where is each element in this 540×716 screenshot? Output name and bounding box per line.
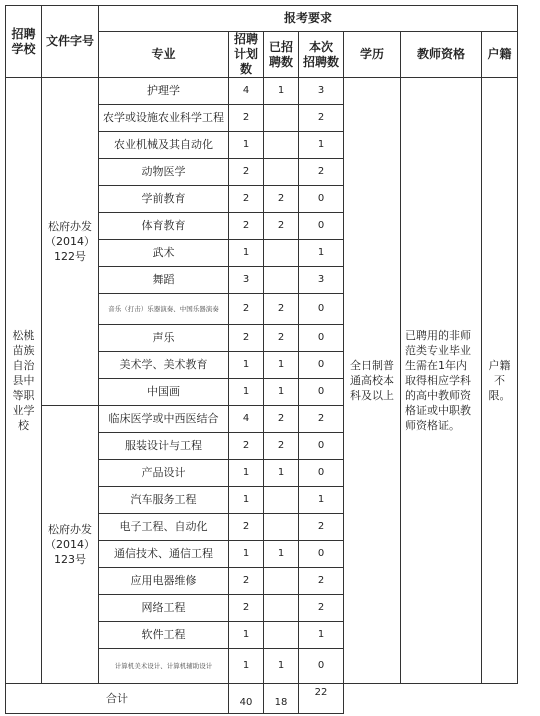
current-count: 0 bbox=[299, 433, 344, 460]
major-cell: 舞蹈 bbox=[99, 267, 229, 294]
hired-count: 2 bbox=[264, 186, 299, 213]
plan-count: 2 bbox=[229, 213, 264, 240]
header-requirements: 报考要求 bbox=[99, 6, 518, 32]
major-cell: 美术学、美术教育 bbox=[99, 352, 229, 379]
hired-count bbox=[264, 595, 299, 622]
major-cell: 应用电器维修 bbox=[99, 568, 229, 595]
hired-count: 2 bbox=[264, 433, 299, 460]
current-count: 3 bbox=[299, 78, 344, 105]
hired-count: 1 bbox=[264, 352, 299, 379]
major-cell: 软件工程 bbox=[99, 622, 229, 649]
hired-count: 2 bbox=[264, 294, 299, 325]
major-cell: 体育教育 bbox=[99, 213, 229, 240]
plan-count: 2 bbox=[229, 433, 264, 460]
plan-count: 1 bbox=[229, 379, 264, 406]
major-cell: 声乐 bbox=[99, 325, 229, 352]
teacher-qualification-requirement: 已聘用的非师范类专业毕业生需在1年内取得相应学科的高中教师资格证或中职教师资格证。 bbox=[401, 78, 482, 684]
hired-count bbox=[264, 622, 299, 649]
current-count: 2 bbox=[299, 514, 344, 541]
current-count: 1 bbox=[299, 487, 344, 514]
plan-count: 2 bbox=[229, 325, 264, 352]
major-cell: 动物医学 bbox=[99, 159, 229, 186]
hired-count bbox=[264, 487, 299, 514]
plan-count: 4 bbox=[229, 78, 264, 105]
plan-count: 2 bbox=[229, 294, 264, 325]
total-current: 22 bbox=[299, 684, 344, 714]
header-doc-no: 文件字号 bbox=[42, 6, 99, 78]
hired-count: 1 bbox=[264, 460, 299, 487]
major-cell: 学前教育 bbox=[99, 186, 229, 213]
blank-cell bbox=[482, 684, 518, 714]
hired-count bbox=[264, 132, 299, 159]
plan-count: 2 bbox=[229, 595, 264, 622]
hired-count bbox=[264, 105, 299, 132]
hired-count: 2 bbox=[264, 406, 299, 433]
hired-count: 2 bbox=[264, 325, 299, 352]
doc-number-group-1: 松府办发 （2014） 122号 bbox=[42, 78, 99, 406]
plan-count: 2 bbox=[229, 105, 264, 132]
table-row bbox=[6, 78, 518, 105]
blank-cell bbox=[344, 684, 401, 714]
current-count: 2 bbox=[299, 159, 344, 186]
plan-count: 1 bbox=[229, 132, 264, 159]
plan-count: 1 bbox=[229, 460, 264, 487]
header-school: 招聘 学校 bbox=[6, 6, 42, 78]
current-count: 0 bbox=[299, 460, 344, 487]
hired-count: 1 bbox=[264, 78, 299, 105]
total-row bbox=[6, 684, 518, 714]
blank-cell bbox=[401, 684, 482, 714]
current-count: 0 bbox=[299, 213, 344, 240]
major-cell: 产品设计 bbox=[99, 460, 229, 487]
current-count: 1 bbox=[299, 622, 344, 649]
hired-count bbox=[264, 267, 299, 294]
recruitment-table bbox=[5, 5, 518, 714]
plan-count: 4 bbox=[229, 406, 264, 433]
plan-count: 1 bbox=[229, 622, 264, 649]
current-count: 0 bbox=[299, 541, 344, 568]
major-cell: 计算机美术设计、计算机辅助设计 bbox=[99, 649, 229, 684]
current-count: 2 bbox=[299, 406, 344, 433]
current-count: 0 bbox=[299, 352, 344, 379]
current-count: 2 bbox=[299, 595, 344, 622]
major-cell: 临床医学或中西医结合 bbox=[99, 406, 229, 433]
major-cell: 通信技术、通信工程 bbox=[99, 541, 229, 568]
hired-count bbox=[264, 514, 299, 541]
header-household: 户籍 bbox=[482, 32, 518, 78]
major-cell: 农业机械及其自动化 bbox=[99, 132, 229, 159]
hired-count bbox=[264, 159, 299, 186]
header-hired: 已招 聘数 bbox=[264, 32, 299, 78]
current-count: 0 bbox=[299, 294, 344, 325]
major-cell: 汽车服务工程 bbox=[99, 487, 229, 514]
current-count: 0 bbox=[299, 379, 344, 406]
current-count: 2 bbox=[299, 105, 344, 132]
major-cell: 中国画 bbox=[99, 379, 229, 406]
current-count: 1 bbox=[299, 240, 344, 267]
total-hired: 18 bbox=[264, 684, 299, 714]
plan-count: 1 bbox=[229, 240, 264, 267]
header-education: 学历 bbox=[344, 32, 401, 78]
plan-count: 1 bbox=[229, 649, 264, 684]
plan-count: 2 bbox=[229, 159, 264, 186]
education-requirement: 全日制普 通高校本 科及以上 bbox=[344, 78, 401, 684]
total-plan: 40 bbox=[229, 684, 264, 714]
plan-count: 1 bbox=[229, 541, 264, 568]
hired-count: 1 bbox=[264, 649, 299, 684]
major-cell: 电子工程、自动化 bbox=[99, 514, 229, 541]
current-count: 3 bbox=[299, 267, 344, 294]
plan-count: 1 bbox=[229, 352, 264, 379]
hired-count bbox=[264, 240, 299, 267]
header-current: 本次 招聘数 bbox=[299, 32, 344, 78]
header-plan: 招聘 计划数 bbox=[229, 32, 264, 78]
hired-count bbox=[264, 568, 299, 595]
plan-count: 2 bbox=[229, 186, 264, 213]
current-count: 1 bbox=[299, 132, 344, 159]
plan-count: 2 bbox=[229, 514, 264, 541]
header-major: 专业 bbox=[99, 32, 229, 78]
current-count: 2 bbox=[299, 568, 344, 595]
major-cell: 服装设计与工程 bbox=[99, 433, 229, 460]
total-label: 合计 bbox=[6, 684, 229, 714]
major-cell: 武术 bbox=[99, 240, 229, 267]
current-count: 0 bbox=[299, 186, 344, 213]
current-count: 0 bbox=[299, 649, 344, 684]
hired-count: 2 bbox=[264, 213, 299, 240]
doc-number-group-2: 松府办发 （2014） 123号 bbox=[42, 406, 99, 684]
hired-count: 1 bbox=[264, 541, 299, 568]
major-cell: 农学或设施农业科学工程 bbox=[99, 105, 229, 132]
plan-count: 3 bbox=[229, 267, 264, 294]
hired-count: 1 bbox=[264, 379, 299, 406]
major-cell: 音乐（打击）乐器演奏、中国乐器演奏 bbox=[99, 294, 229, 325]
header-qualification: 教师资格 bbox=[401, 32, 482, 78]
current-count: 0 bbox=[299, 325, 344, 352]
household-requirement: 户籍 不 限。 bbox=[482, 78, 518, 684]
major-cell: 网络工程 bbox=[99, 595, 229, 622]
school-name: 松桃 苗族 自治 县中 等职 业学 校 bbox=[6, 78, 42, 684]
plan-count: 1 bbox=[229, 487, 264, 514]
major-cell: 护理学 bbox=[99, 78, 229, 105]
plan-count: 2 bbox=[229, 568, 264, 595]
